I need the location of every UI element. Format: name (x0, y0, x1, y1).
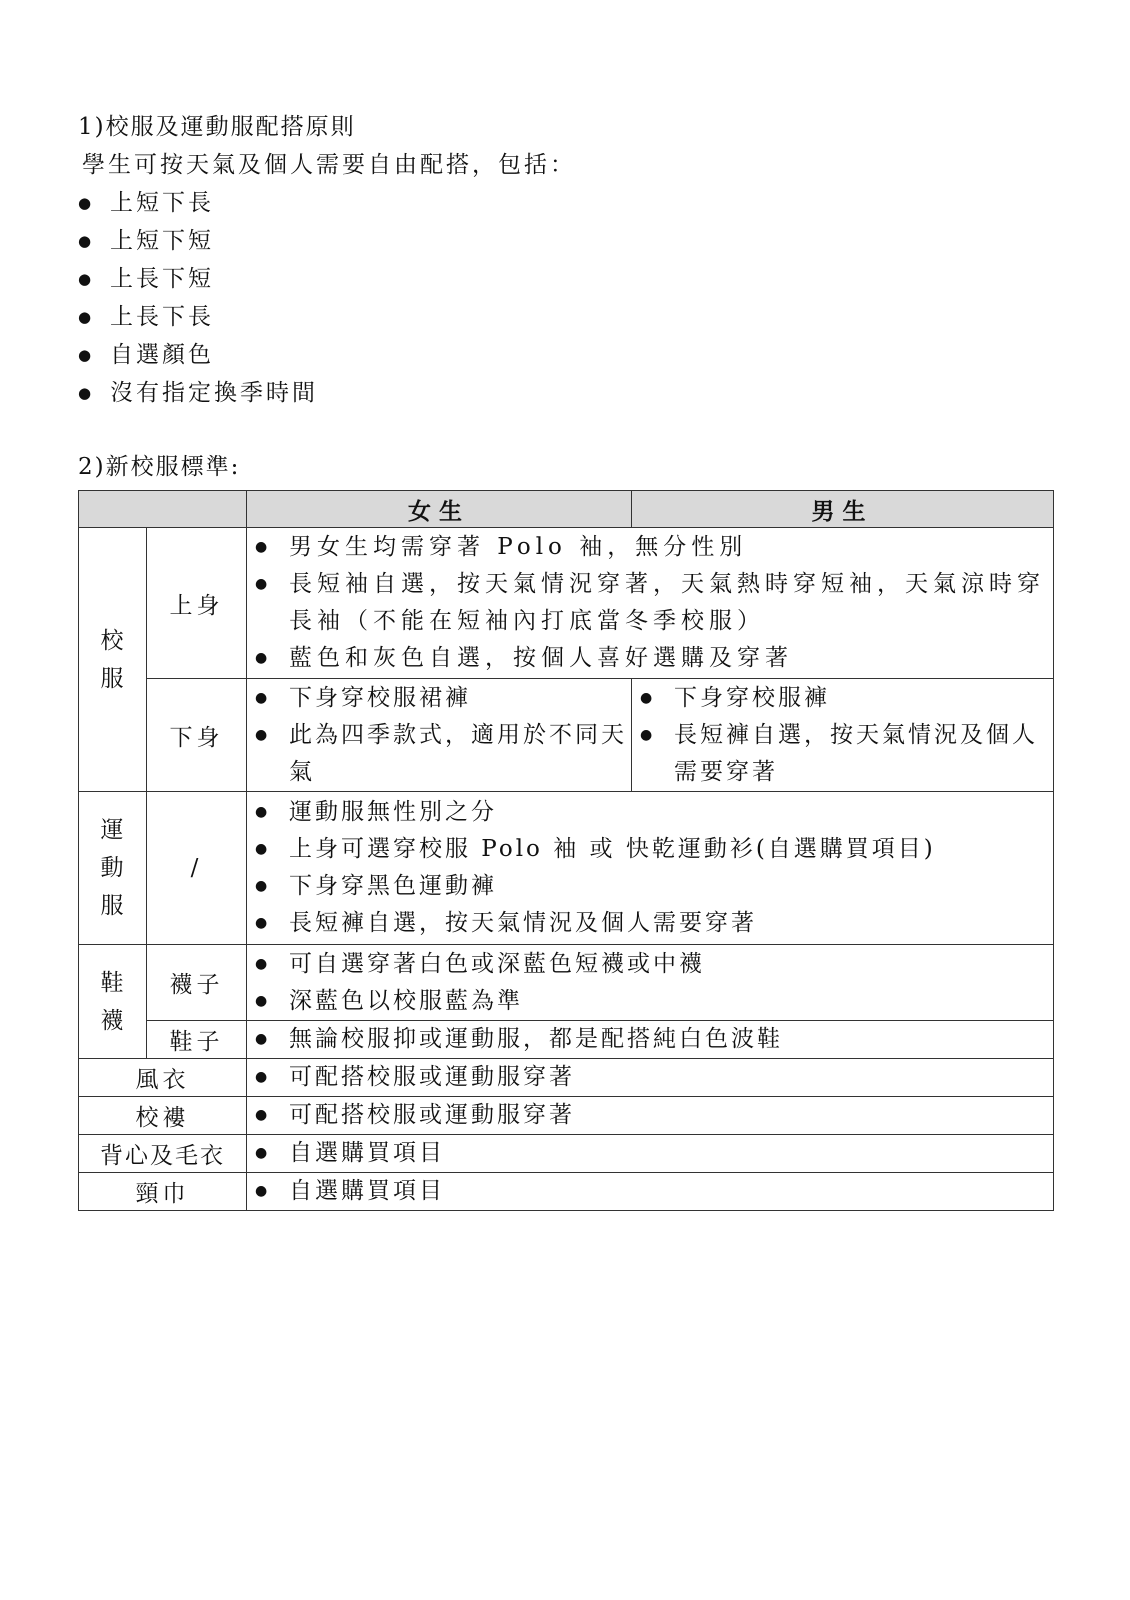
shoes-label: 鞋子 (147, 1021, 247, 1059)
list-item: ● 可配搭校服或運動服穿著 (247, 1097, 1053, 1134)
list-item: ● 下身穿校服褲 (632, 680, 1053, 717)
section1-intro: 學生可按天氣及個人需要自由配搭，包括： (82, 152, 576, 178)
list-item: ● 無論校服抑或運動服，都是配搭純白色波鞋 (247, 1021, 1053, 1058)
table-row (79, 1097, 1054, 1135)
list-item: ● 長短褲自選，按天氣情況及個人需要穿著 (247, 905, 1053, 942)
vest-label: 背心及毛衣 (79, 1135, 247, 1173)
list-item: ● 上短下長 (78, 184, 1053, 222)
windbreaker-label: 風衣 (79, 1059, 247, 1097)
table-row (79, 1173, 1054, 1211)
list-item: ● 運動服無性別之分 (247, 794, 1053, 831)
document-page (78, 108, 1053, 1211)
list-item: ● 上長下長 (78, 298, 1053, 336)
list-item: ● 藍色和灰色自選，按個人喜好選購及穿著 (247, 640, 1053, 677)
table-row (79, 528, 1054, 679)
shoes-cell (247, 1021, 1054, 1059)
socks-label: 襪子 (147, 945, 247, 1021)
list-item: ● 上短下短 (78, 222, 1053, 260)
category-footwear: 鞋襪 (79, 945, 147, 1059)
socks-cell (247, 945, 1054, 1021)
list-item: ● 長短袖自選，按天氣情況穿著，天氣熱時穿短袖，天氣涼時穿長袖（不能在短袖內打底當冬季校服） (247, 566, 1053, 640)
category-uniform: 校服 (79, 528, 147, 792)
uniform-bottom-label: 下身 (147, 679, 247, 792)
vest-cell (247, 1135, 1054, 1173)
section1-title: 1)校服及運動服配搭原則 (78, 114, 356, 140)
list-item: ● 下身穿黑色運動褲 (247, 868, 1053, 905)
list-item: ● 自選購買項目 (247, 1173, 1053, 1210)
table-row (79, 945, 1054, 1021)
pairing-rules-list (78, 184, 1053, 412)
table-row (79, 1059, 1054, 1097)
header-corner (79, 491, 247, 528)
table-row (79, 1021, 1054, 1059)
windbreaker-cell (247, 1059, 1054, 1097)
uniform-bottom-boy-cell (632, 679, 1054, 792)
list-item: ● 可配搭校服或運動服穿著 (247, 1059, 1053, 1096)
jacket-label: 校褸 (79, 1097, 247, 1135)
header-girl: 女生 (247, 491, 632, 528)
uniform-standard-table (78, 490, 1054, 1211)
jacket-cell (247, 1097, 1054, 1135)
list-item: ● 自選購買項目 (247, 1135, 1053, 1172)
table-header-row (79, 491, 1054, 528)
list-item: ● 可自選穿著白色或深藍色短襪或中襪 (247, 946, 1053, 983)
category-sportswear: 運動服 (79, 792, 147, 945)
list-item: ● 深藍色以校服藍為準 (247, 983, 1053, 1020)
list-item: ● 上長下短 (78, 260, 1053, 298)
list-item: ● 此為四季款式，適用於不同天氣 (247, 717, 631, 791)
table-row (79, 1135, 1054, 1173)
list-item: ● 沒有指定換季時間 (78, 374, 1053, 412)
uniform-bottom-girl-cell (247, 679, 632, 792)
table-row (79, 679, 1054, 792)
scarf-cell (247, 1173, 1054, 1211)
list-item: ● 下身穿校服裙褲 (247, 680, 631, 717)
list-item: ● 長短褲自選，按天氣情況及個人需要穿著 (632, 717, 1053, 791)
uniform-top-label: 上身 (147, 528, 247, 679)
header-boy: 男生 (632, 491, 1054, 528)
sportswear-sub: / (147, 792, 247, 945)
list-item: ● 男女生均需穿著 Polo 袖，無分性別 (247, 529, 1053, 566)
list-item: ● 自選顏色 (78, 336, 1053, 374)
uniform-top-cell (247, 528, 1054, 679)
list-item: ● 上身可選穿校服 Polo 袖 或 快乾運動衫(自選購買項目) (247, 831, 1053, 868)
sportswear-cell (247, 792, 1054, 945)
section2-title: 2)新校服標準: (78, 454, 241, 480)
scarf-label: 頸巾 (79, 1173, 247, 1211)
table-row (79, 792, 1054, 945)
